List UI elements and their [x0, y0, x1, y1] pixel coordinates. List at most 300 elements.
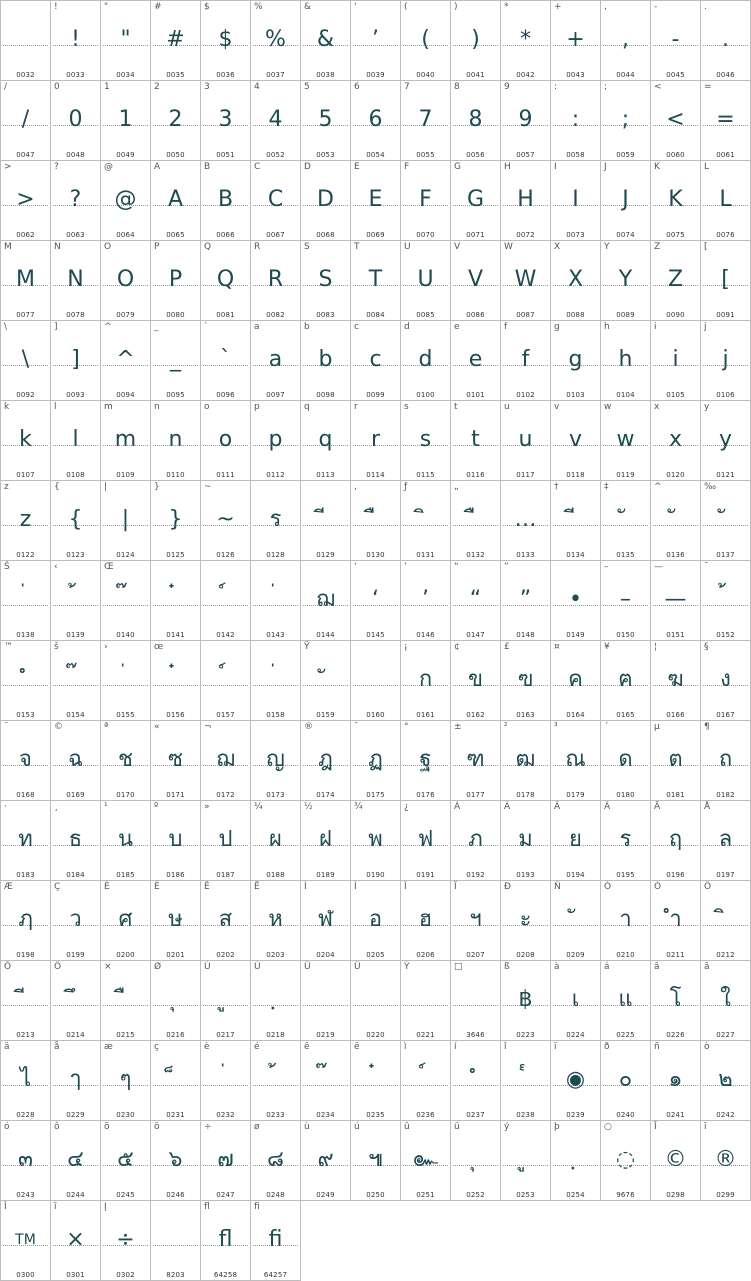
glyph-cell	[200, 800, 251, 881]
glyph-key-label: ©	[54, 722, 63, 732]
char-code: 0123	[66, 551, 85, 559]
char-code: 0254	[566, 1191, 585, 1199]
glyph-key-label: ó	[4, 1122, 10, 1132]
glyph-cell	[50, 80, 101, 161]
glyph-key-label: p	[254, 402, 260, 412]
glyph-sample: \	[21, 347, 30, 372]
char-code: 0103	[566, 391, 585, 399]
glyph-key-label: Å	[704, 802, 711, 812]
glyph-key-label: L	[704, 162, 710, 172]
glyph-cell	[350, 480, 401, 561]
char-code: 0182	[716, 791, 735, 799]
glyph-key-label: Î	[404, 882, 407, 892]
glyph-sample: ๘	[267, 1147, 284, 1172]
glyph-sample: |	[121, 507, 130, 532]
glyph-key-label: <	[654, 82, 662, 92]
glyph-sample: –	[620, 587, 631, 612]
glyph-sample: ใ	[720, 987, 731, 1012]
char-code: 0104	[616, 391, 635, 399]
glyph-sample: TM	[15, 1232, 36, 1248]
glyph-cell	[0, 0, 51, 81]
glyph-sample: *	[520, 27, 531, 52]
glyph-key-label: Æ	[4, 882, 13, 892]
glyph-cell	[500, 160, 551, 241]
glyph-key-label: Ý	[404, 962, 410, 972]
glyph-key-label: Õ	[4, 962, 12, 972]
glyph-cell	[350, 1120, 401, 1201]
glyph-cell	[650, 480, 701, 561]
glyph-sample: d	[418, 347, 433, 372]
char-code: 0120	[666, 471, 685, 479]
char-code: 0070	[416, 231, 435, 239]
glyph-key-label: ±	[454, 722, 462, 732]
glyph-cell	[350, 400, 401, 481]
glyph-sample: ’	[422, 587, 429, 612]
glyph-cell	[100, 80, 151, 161]
glyph-key-label: T	[354, 242, 360, 252]
char-code: 0253	[516, 1191, 535, 1199]
glyph-key-label: +	[554, 2, 562, 12]
glyph-sample	[151, 1215, 200, 1265]
glyph-sample	[501, 1135, 550, 1185]
glyph-sample: x	[668, 427, 683, 452]
glyph-cell	[150, 80, 201, 161]
char-code: 0168	[16, 791, 35, 799]
char-code: 0060	[666, 151, 685, 159]
glyph-cell	[250, 720, 301, 801]
glyph-cell	[550, 640, 601, 721]
glyph-key-label: Á	[504, 802, 511, 812]
glyph-cell	[650, 560, 701, 641]
char-code: 0057	[516, 151, 535, 159]
glyph-cell	[0, 640, 51, 721]
char-code: 0172	[216, 791, 235, 799]
glyph-sample: ท	[18, 827, 33, 852]
glyph-key-label: Ø	[154, 962, 162, 972]
glyph-sample	[351, 495, 400, 545]
glyph-key-label: š	[54, 642, 59, 652]
glyph-cell	[550, 320, 601, 401]
glyph-key-label: ×	[104, 962, 112, 972]
glyph-key-label: ^	[104, 322, 112, 332]
glyph-cell	[450, 1120, 501, 1201]
glyph-key-label: ¼	[254, 802, 263, 812]
char-code: 0140	[116, 631, 135, 639]
glyph-cell	[50, 240, 101, 321]
glyph-key-label: Ô	[704, 882, 712, 892]
glyph-cell	[150, 480, 201, 561]
glyph-key-label: ?	[54, 162, 59, 172]
glyph-key-label: E	[354, 162, 360, 172]
glyph-key-label: m	[104, 402, 113, 412]
glyph-cell	[0, 160, 51, 241]
glyph-sample: +	[566, 27, 585, 52]
glyph-key-label: ü	[454, 1122, 460, 1132]
glyph-cell	[550, 960, 601, 1041]
glyph-key-label: G	[454, 162, 461, 172]
glyph-cell	[250, 960, 301, 1041]
char-code: 0136	[666, 551, 685, 559]
glyph-cell	[100, 880, 151, 961]
glyph-cell	[50, 640, 101, 721]
glyph-key-label: µ	[654, 722, 660, 732]
glyph-cell	[550, 1120, 601, 1201]
char-code: 0190	[366, 871, 385, 879]
glyph-cell	[500, 560, 551, 641]
glyph-key-label: Ĭ	[4, 1202, 7, 1212]
char-code: 0191	[416, 871, 435, 879]
glyph-key-label: ª	[104, 722, 109, 732]
char-code: 0050	[166, 151, 185, 159]
glyph-cell	[0, 240, 51, 321]
char-code: 0215	[116, 1031, 135, 1039]
char-code: 0105	[666, 391, 685, 399]
char-code: 0144	[316, 631, 335, 639]
glyph-key-label: ¨	[4, 722, 9, 732]
glyph-cell	[650, 720, 701, 801]
char-code: 0194	[566, 871, 585, 879]
glyph-sample: ธ	[68, 827, 83, 852]
char-code: 0184	[66, 871, 85, 879]
char-code: 0142	[216, 631, 235, 639]
glyph-cell	[50, 960, 101, 1041]
glyph-sample	[401, 975, 450, 1025]
glyph-cell	[400, 480, 451, 561]
glyph-cell	[150, 0, 201, 81]
glyph-cell	[650, 0, 701, 81]
glyph-sample: O	[116, 267, 135, 292]
glyph-cell	[500, 0, 551, 81]
glyph-cell	[300, 560, 351, 641]
char-code: 0211	[666, 951, 685, 959]
glyph-key-label: ç	[154, 1042, 159, 1052]
char-code: 0154	[66, 711, 85, 719]
glyph-cell	[300, 480, 351, 561]
glyph-sample: .	[722, 27, 729, 52]
glyph-sample: T	[368, 267, 383, 292]
glyph-key-label: \	[4, 322, 8, 332]
glyph-sample: n	[168, 427, 183, 452]
glyph-cell	[650, 1040, 701, 1121]
char-code: 0241	[666, 1111, 685, 1119]
glyph-key-label: 2	[154, 82, 160, 92]
glyph-key-label: "	[104, 2, 109, 12]
glyph-cell	[450, 240, 501, 321]
glyph-key-label: ·	[4, 802, 7, 812]
glyph-sample: Z	[667, 267, 684, 292]
glyph-cell	[200, 880, 251, 961]
char-code: 0053	[316, 151, 335, 159]
glyph-cell	[450, 480, 501, 561]
glyph-key-label: k	[4, 402, 10, 412]
glyph-key-label: r	[354, 402, 358, 412]
char-code: 0226	[666, 1031, 685, 1039]
glyph-key-label: `	[204, 322, 209, 332]
glyph-cell	[600, 640, 651, 721]
char-code: 0151	[666, 631, 685, 639]
glyph-sample	[51, 575, 100, 625]
glyph-cell	[600, 880, 651, 961]
char-code: 0167	[716, 711, 735, 719]
char-code: 0149	[566, 631, 585, 639]
glyph-key-label: !	[54, 2, 58, 12]
glyph-sample: โ	[669, 987, 682, 1012]
char-code: 0155	[116, 711, 135, 719]
glyph-cell	[600, 1120, 651, 1201]
glyph-cell	[250, 640, 301, 721]
glyph-cell	[700, 800, 751, 881]
glyph-sample	[451, 975, 500, 1025]
char-code: 0207	[466, 951, 485, 959]
glyph-key-label: v	[554, 402, 560, 412]
glyph-sample: ง	[720, 667, 731, 692]
char-code: 0116	[466, 471, 485, 479]
glyph-cell	[150, 1200, 201, 1281]
glyph-cell	[650, 400, 701, 481]
char-code: 0069	[366, 231, 385, 239]
glyph-key-label: ð	[604, 1042, 610, 1052]
glyph-cell	[0, 320, 51, 401]
char-code: 0228	[16, 1111, 35, 1119]
glyph-cell	[350, 960, 401, 1041]
char-code: 0245	[116, 1191, 135, 1199]
glyph-cell	[350, 720, 401, 801]
glyph-sample: L	[719, 187, 732, 212]
glyph-sample: ,	[622, 27, 629, 52]
glyph-sample: W	[514, 267, 537, 292]
char-code: 0094	[116, 391, 135, 399]
char-code: 0076	[716, 231, 735, 239]
glyph-cell	[50, 480, 101, 561]
char-code: 0244	[66, 1191, 85, 1199]
glyph-key-label: ˜	[704, 562, 709, 572]
glyph-sample	[1, 655, 50, 705]
glyph-key-label: å	[54, 1042, 60, 1052]
glyph-key-label: g	[554, 322, 560, 332]
glyph-cell	[200, 80, 251, 161]
char-code: 0134	[566, 551, 585, 559]
glyph-cell	[500, 1120, 551, 1201]
glyph-sample	[301, 495, 350, 545]
glyph-cell	[500, 880, 551, 961]
char-code: 0233	[266, 1111, 285, 1119]
glyph-cell	[700, 1120, 751, 1201]
glyph-key-label: ô	[54, 1122, 60, 1132]
glyph-sample: ฌ	[216, 747, 235, 772]
glyph-key-label: –	[604, 562, 609, 572]
glyph-cell	[100, 0, 151, 81]
glyph-cell	[450, 160, 501, 241]
glyph-key-label: C	[254, 162, 261, 172]
glyph-cell	[0, 1120, 51, 1201]
char-code: 0074	[616, 231, 635, 239]
glyph-sample	[201, 975, 250, 1025]
glyph-key-label: ¹	[104, 802, 108, 812]
glyph-sample: ~	[216, 507, 235, 532]
glyph-sample: •	[569, 587, 582, 612]
glyph-key-label: ‘	[354, 562, 357, 572]
glyph-key-label: ®	[304, 722, 313, 732]
char-code: 0153	[16, 711, 35, 719]
char-code: 0045	[666, 71, 685, 79]
glyph-cell	[500, 1040, 551, 1121]
glyph-sample	[401, 1055, 450, 1105]
glyph-sample: อ	[368, 907, 383, 932]
glyph-sample: ^	[116, 347, 135, 372]
glyph-cell	[550, 400, 601, 481]
char-code: 0212	[716, 951, 735, 959]
glyph-sample: <	[666, 107, 685, 132]
glyph-key-label: x	[654, 402, 660, 412]
glyph-key-label: ´	[604, 722, 609, 732]
char-code: 0177	[466, 791, 485, 799]
glyph-key-label: V	[454, 242, 461, 252]
glyph-cell	[350, 560, 401, 641]
glyph-sample: "	[120, 27, 131, 52]
glyph-sample: i	[672, 347, 679, 372]
glyph-cell	[100, 640, 151, 721]
glyph-key-label: ¥	[604, 642, 610, 652]
glyph-sample	[451, 1135, 500, 1185]
glyph-cell	[700, 160, 751, 241]
char-code: 0221	[416, 1031, 435, 1039]
glyph-key-label: R	[254, 242, 261, 252]
char-code: 0129	[316, 551, 335, 559]
glyph-key-label: Ã	[604, 802, 611, 812]
glyph-sample: -	[671, 27, 680, 52]
glyph-cell	[0, 800, 51, 881]
glyph-cell	[550, 800, 601, 881]
glyph-key-label: i	[654, 322, 657, 332]
glyph-cell	[550, 0, 601, 81]
char-code: 0081	[216, 311, 235, 319]
char-code: 0232	[216, 1111, 235, 1119]
glyph-key-label: Ü	[354, 962, 361, 972]
glyph-key-label: ¸	[54, 802, 59, 812]
char-code: 0218	[266, 1031, 285, 1039]
glyph-sample: _	[170, 347, 181, 372]
glyph-sample: ม	[518, 827, 533, 852]
glyph-sample: r	[370, 427, 381, 452]
char-code: 0217	[216, 1031, 235, 1039]
glyph-cell	[650, 240, 701, 321]
glyph-key-label: ã	[704, 962, 710, 972]
glyph-sample: ”	[519, 587, 532, 612]
glyph-cell	[100, 560, 151, 641]
char-code: 0119	[616, 471, 635, 479]
glyph-key-label: ³	[554, 722, 558, 732]
glyph-sample	[151, 575, 200, 625]
glyph-sample	[351, 655, 400, 705]
glyph-key-label: Š	[4, 562, 10, 572]
char-code: 0106	[716, 391, 735, 399]
glyph-cell	[500, 800, 551, 881]
glyph-key-label: ”	[504, 562, 509, 572]
glyph-cell	[300, 1120, 351, 1201]
glyph-cell	[300, 320, 351, 401]
glyph-sample: B	[217, 187, 234, 212]
glyph-cell	[500, 400, 551, 481]
glyph-cell	[0, 400, 51, 481]
char-code: 0205	[366, 951, 385, 959]
char-code: 0133	[516, 551, 535, 559]
glyph-cell	[100, 400, 151, 481]
glyph-key-label: ›	[104, 642, 108, 652]
glyph-key-label: ,	[354, 482, 357, 492]
glyph-key-label: @	[104, 162, 113, 172]
glyph-cell	[650, 800, 701, 881]
glyph-sample: [	[721, 267, 730, 292]
glyph-sample: ญ	[266, 747, 285, 772]
char-code: 0044	[616, 71, 635, 79]
glyph-key-label: d	[404, 322, 410, 332]
glyph-key-label: œ	[154, 642, 164, 652]
glyph-key-label: ¦	[654, 642, 658, 652]
glyph-key-label: U	[404, 242, 411, 252]
glyph-sample: c	[369, 347, 382, 372]
glyph-cell	[550, 480, 601, 561]
glyph-key-label: 8	[454, 82, 460, 92]
glyph-sample: ๓	[17, 1147, 34, 1172]
glyph-sample: ก	[418, 667, 433, 692]
glyph-sample: G	[466, 187, 485, 212]
glyph-sample	[201, 1055, 250, 1105]
char-code: 0108	[66, 471, 85, 479]
glyph-sample: บ	[168, 827, 183, 852]
glyph-sample: ฦ	[18, 907, 33, 932]
glyph-cell	[250, 1120, 301, 1201]
char-code: 0099	[366, 391, 385, 399]
char-code: 0223	[516, 1031, 535, 1039]
char-code: 0161	[416, 711, 435, 719]
glyph-sample: ◉	[565, 1067, 586, 1092]
glyph-sample: P	[168, 267, 183, 292]
glyph-sample: ﬁ	[268, 1227, 283, 1252]
glyph-cell	[200, 720, 251, 801]
char-code: 0246	[166, 1191, 185, 1199]
char-code: 0299	[716, 1191, 735, 1199]
glyph-cell	[600, 160, 651, 241]
glyph-key-label: á	[604, 962, 610, 972]
glyph-cell	[650, 960, 701, 1041]
glyph-key-label: é	[254, 1042, 260, 1052]
char-code: 0091	[716, 311, 735, 319]
glyph-key-label: |	[104, 482, 108, 492]
glyph-key-label: X	[554, 242, 561, 252]
glyph-cell	[400, 880, 451, 961]
glyph-key-label: ¬	[204, 722, 212, 732]
glyph-cell	[100, 800, 151, 881]
glyph-cell	[0, 1040, 51, 1121]
char-code: 0179	[566, 791, 585, 799]
glyph-sample: ÷	[116, 1227, 135, 1252]
glyph-cell	[400, 960, 451, 1041]
glyph-cell	[150, 400, 201, 481]
glyph-sample: V	[467, 267, 484, 292]
glyph-cell	[450, 80, 501, 161]
glyph-cell	[50, 800, 101, 881]
glyph-sample: E	[368, 187, 383, 212]
char-code: 0087	[516, 311, 535, 319]
char-code: 0160	[366, 711, 385, 719]
glyph-cell	[400, 1120, 451, 1201]
glyph-key-label: h	[604, 322, 610, 332]
glyph-key-label: 1	[104, 82, 110, 92]
glyph-key-label: I	[554, 162, 557, 172]
char-code: 0216	[166, 1031, 185, 1039]
char-code: 0124	[116, 551, 135, 559]
glyph-sample	[101, 975, 150, 1025]
